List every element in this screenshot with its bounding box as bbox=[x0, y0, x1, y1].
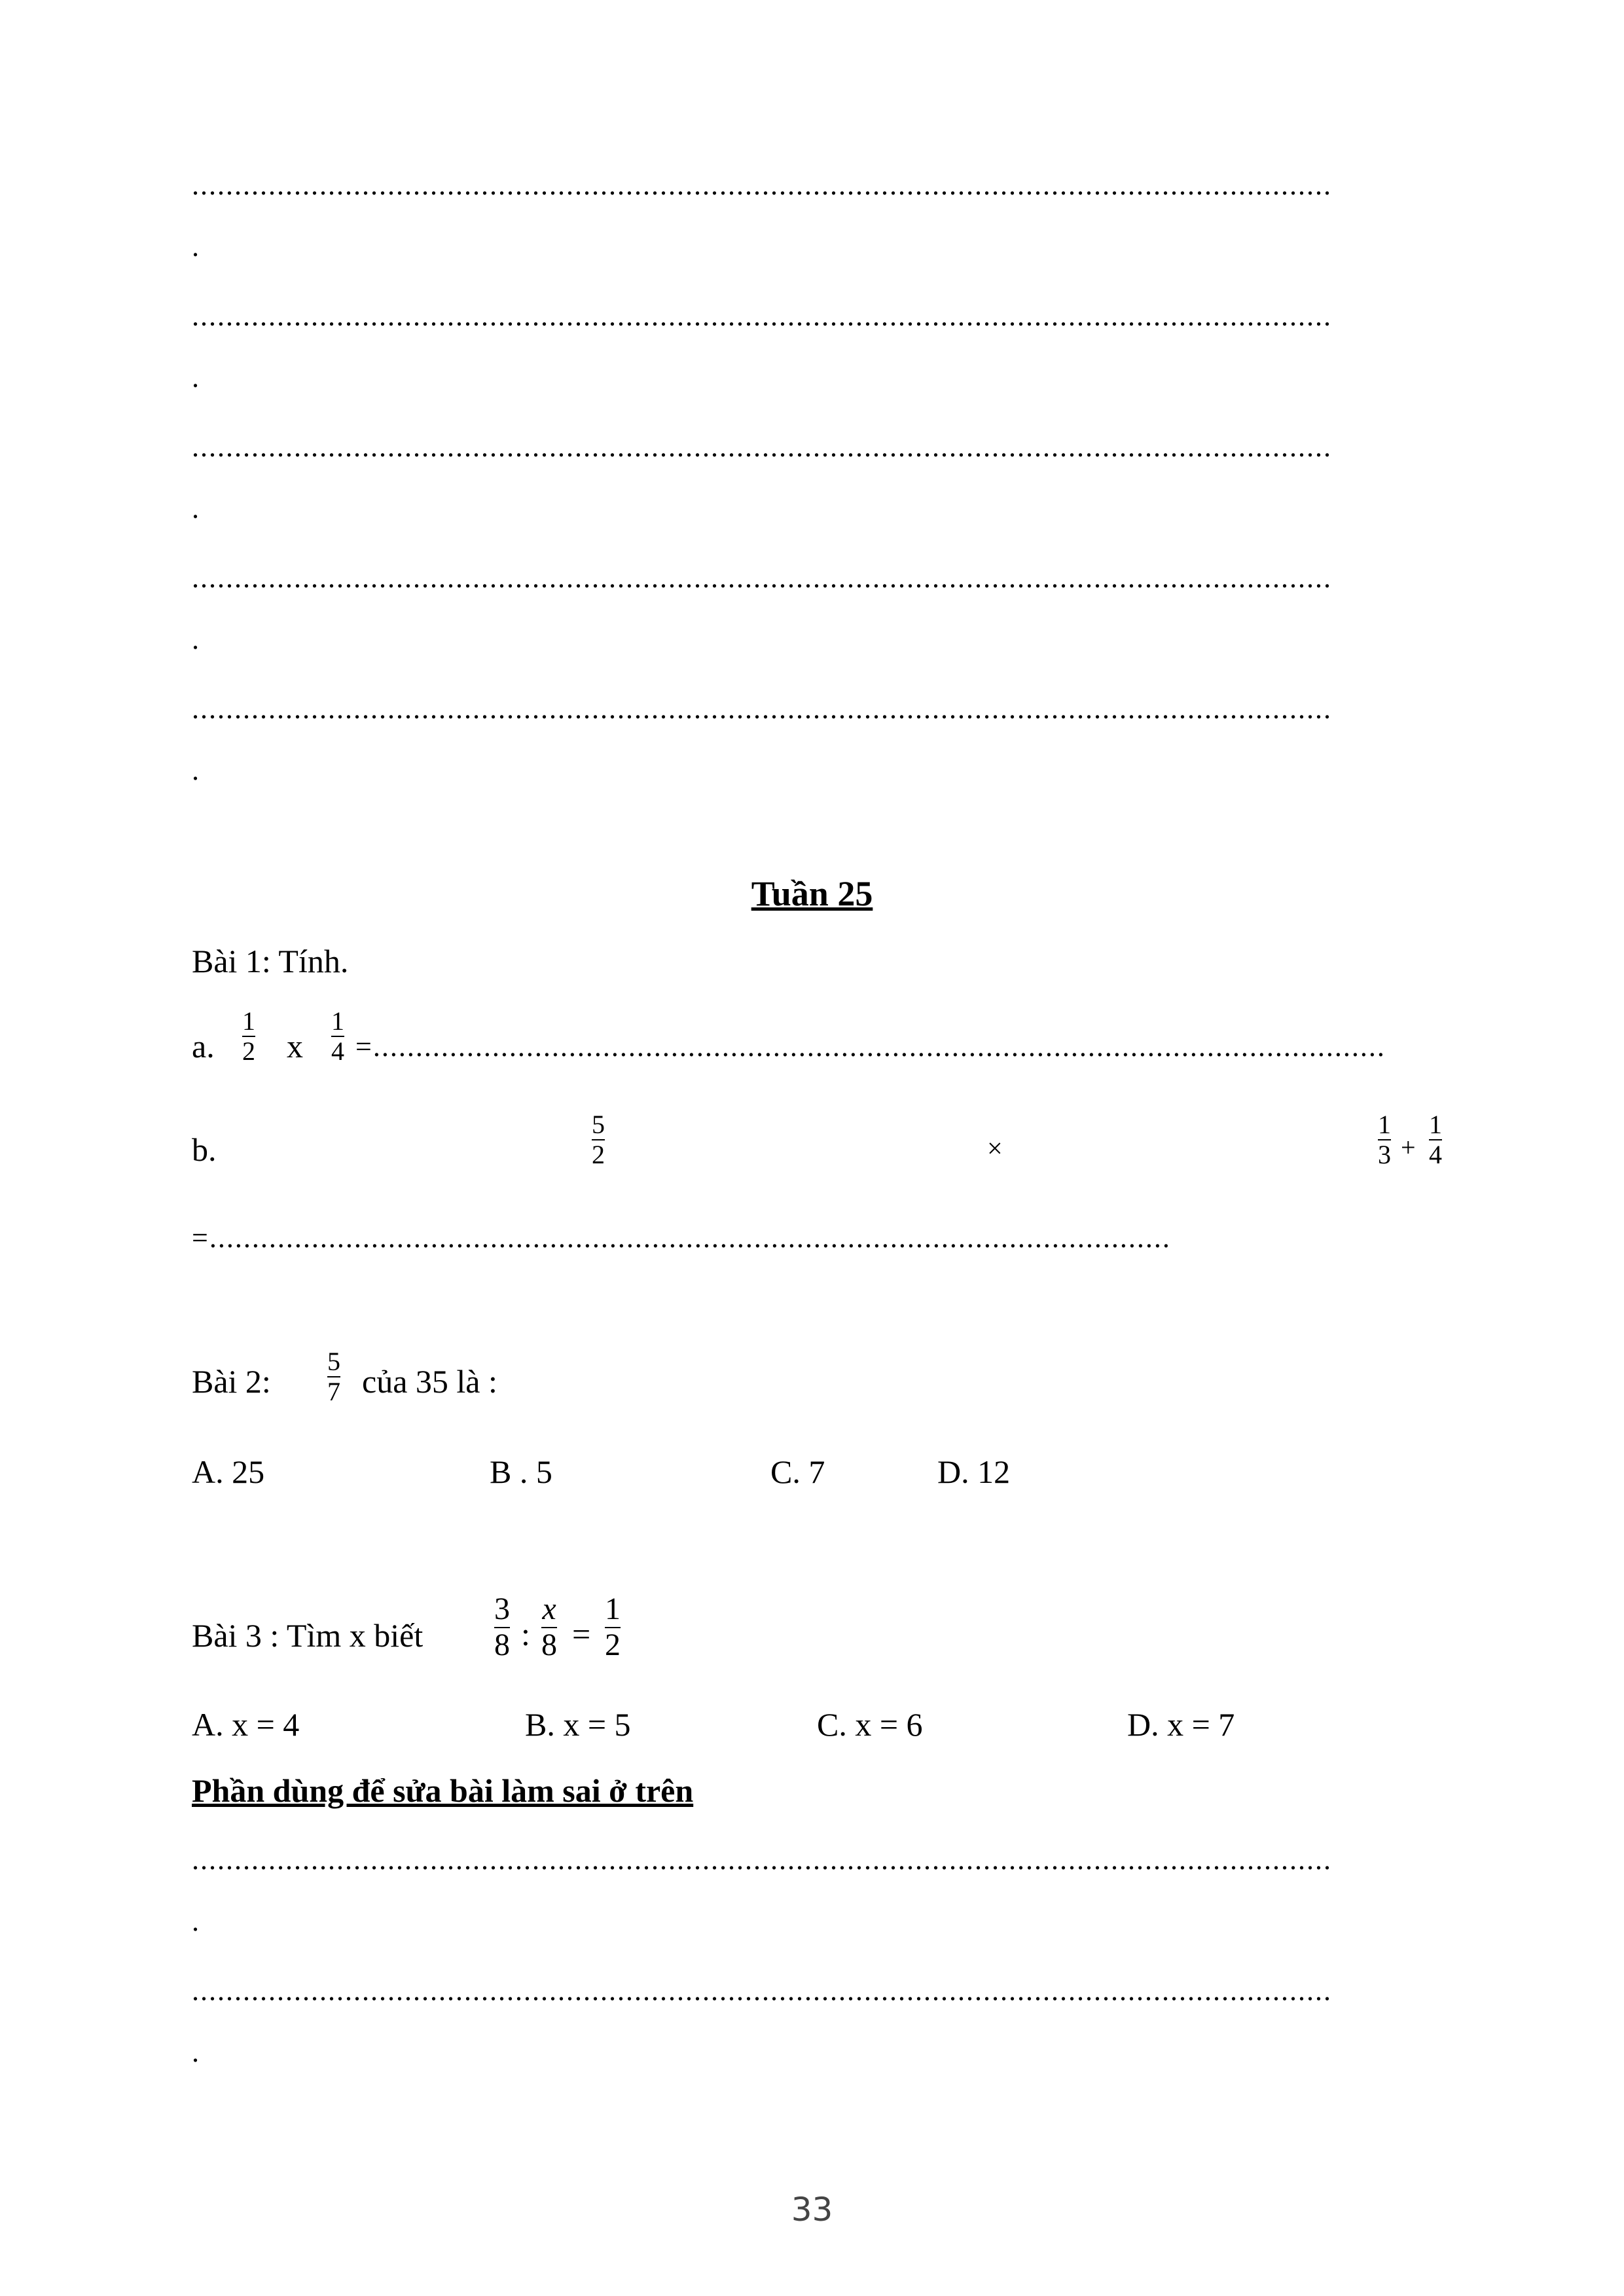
bai1-b-prefix: b. bbox=[192, 1131, 217, 1168]
bai1-label: Bài 1: Tính. bbox=[192, 943, 349, 979]
bai2-label: Bài 2: bbox=[192, 1363, 271, 1400]
fix-section-title: Phần dùng để sửa bài làm sai ở trên bbox=[192, 1772, 694, 1809]
answer-line-1: ...................................................................................................................................... bbox=[192, 169, 1332, 201]
answer-line-2: ...................................................................................................................................... bbox=[192, 300, 1332, 332]
bai2-option-a: A. 25 bbox=[192, 1453, 265, 1490]
bai1-a-fraction-1: 1 2 bbox=[242, 1006, 255, 1066]
bai3-label: Bài 3 : Tìm x biết bbox=[192, 1617, 424, 1654]
bai3-fraction-2: x 8 bbox=[541, 1592, 557, 1662]
answer-line-2-end: . bbox=[192, 361, 199, 393]
bai1-b-plus: + bbox=[1401, 1133, 1416, 1162]
bai2-fraction: 5 7 bbox=[327, 1347, 340, 1406]
bai2-option-c: C. 7 bbox=[770, 1453, 825, 1490]
bai2-text: của 35 là : bbox=[362, 1363, 497, 1400]
answer-line-4: ...................................................................................................................................... bbox=[192, 562, 1332, 594]
fix-line-1: ...................................................................................................................................... bbox=[192, 1844, 1332, 1876]
bai2-option-d: D. 12 bbox=[937, 1453, 1011, 1490]
answer-line-3: ...................................................................................................................................... bbox=[192, 431, 1332, 463]
bai3-option-a: A. x = 4 bbox=[192, 1706, 300, 1743]
bai1-b-answer-dots: =................................................................................................................. bbox=[192, 1222, 1171, 1254]
fix-line-1-end: . bbox=[192, 1905, 199, 1937]
bai2-option-b: B . 5 bbox=[490, 1453, 552, 1490]
answer-line-3-end: . bbox=[192, 492, 199, 524]
bai1-b-fraction-2: 1 3 bbox=[1378, 1110, 1391, 1169]
bai1-b-operator: × bbox=[987, 1134, 1003, 1164]
page-number: 33 bbox=[791, 2191, 833, 2229]
answer-line-5: ...................................................................................................................................... bbox=[192, 693, 1332, 725]
bai3-option-c: C. x = 6 bbox=[817, 1706, 923, 1743]
bai3-fraction-1: 3 8 bbox=[494, 1592, 510, 1662]
bai3-option-b: B. x = 5 bbox=[525, 1706, 631, 1743]
bai1-a-fraction-2: 1 4 bbox=[331, 1006, 344, 1066]
bai1-b-fraction-1: 5 2 bbox=[592, 1110, 605, 1169]
answer-line-4-end: . bbox=[192, 623, 199, 655]
answer-line-5-end: . bbox=[192, 754, 199, 786]
week-title: Tuần 25 bbox=[751, 874, 873, 913]
bai1-a-prefix: a. bbox=[192, 1028, 215, 1065]
bai1-a-answer-dots: =....................................................................................................................... bbox=[355, 1030, 1386, 1063]
bai3-option-d: D. x = 7 bbox=[1127, 1706, 1235, 1743]
bai1-a-operator: x bbox=[287, 1028, 303, 1065]
answer-line-1-end: . bbox=[192, 230, 199, 263]
fix-line-2-end: . bbox=[192, 2036, 199, 2068]
bai3-equals: = bbox=[572, 1616, 591, 1652]
bai3-colon: : bbox=[521, 1616, 530, 1652]
bai3-fraction-3: 1 2 bbox=[605, 1592, 621, 1662]
bai1-b-fraction-3: 1 4 bbox=[1429, 1110, 1442, 1169]
fix-line-2: ...................................................................................................................................... bbox=[192, 1975, 1332, 2007]
